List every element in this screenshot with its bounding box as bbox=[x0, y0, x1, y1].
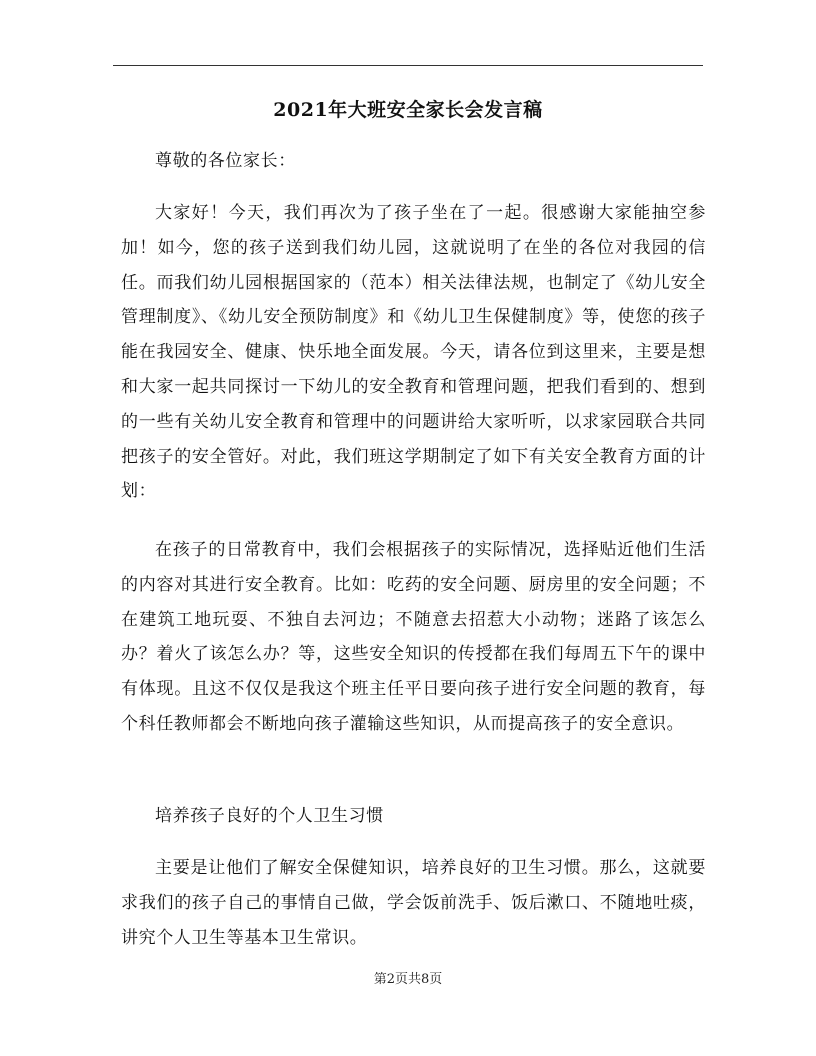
document-title: 2021年大班安全家长会发言稿 bbox=[273, 99, 543, 121]
paragraph-intro: 大家好！今天，我们再次为了孩子坐在了一起。很感谢大家能抽空参加！如今，您的孩子送到我们幼儿园，这就说明了在坐的各位对我园的信任。而我们幼儿园根据国家的（范本）相关法律法规，也制定了《幼儿安全管理制度》、《幼儿安全预防制度》和《幼儿卫生保健制度》等，使您的孩子能在我园安全、健康、快乐地全面发展。今天，请各位到这里来，主要是想和大家一起共同探讨一下幼儿的安全教育和管理问题，把我们看到的、想到的一些有关幼儿安全教育和管理中的问题讲给大家听听，以求家园联合共同把孩子的安全管好。对此，我们班这学期制定了如下有关安全教育方面的计划： bbox=[121, 203, 706, 502]
header-rule bbox=[113, 65, 703, 66]
section-heading: 培养孩子良好的个人卫生习惯 bbox=[155, 806, 384, 826]
salutation: 尊敬的各位家长： bbox=[155, 151, 296, 171]
page-number: 第2页共8页 bbox=[373, 972, 443, 987]
paragraph-hygiene: 主要是让他们了解安全保健知识，培养良好的卫生习惯。那么，这就要求我们的孩子自己的事情自己做，学会饭前洗手、饭后漱口、不随地吐痰，讲究个人卫生等基本卫生常识。 bbox=[121, 858, 706, 948]
paragraph-daily-education: 在孩子的日常教育中，我们会根据孩子的实际情况，选择贴近他们生活的内容对其进行安全教育。比如：吃药的安全问题、厨房里的安全问题；不在建筑工地玩耍、不独自去河边；不随意去招惹大小动物；迷路了该怎么办？着火了该怎么办？等，这些安全知识的传授都在我们每周五下午的课中有体现。且这不仅仅是我这个班主任平日要向孩子进行安全问题的教育，每个科任教师都会不断地向孩子灌输这些知识，从而提高孩子的安全意识。 bbox=[121, 540, 706, 734]
